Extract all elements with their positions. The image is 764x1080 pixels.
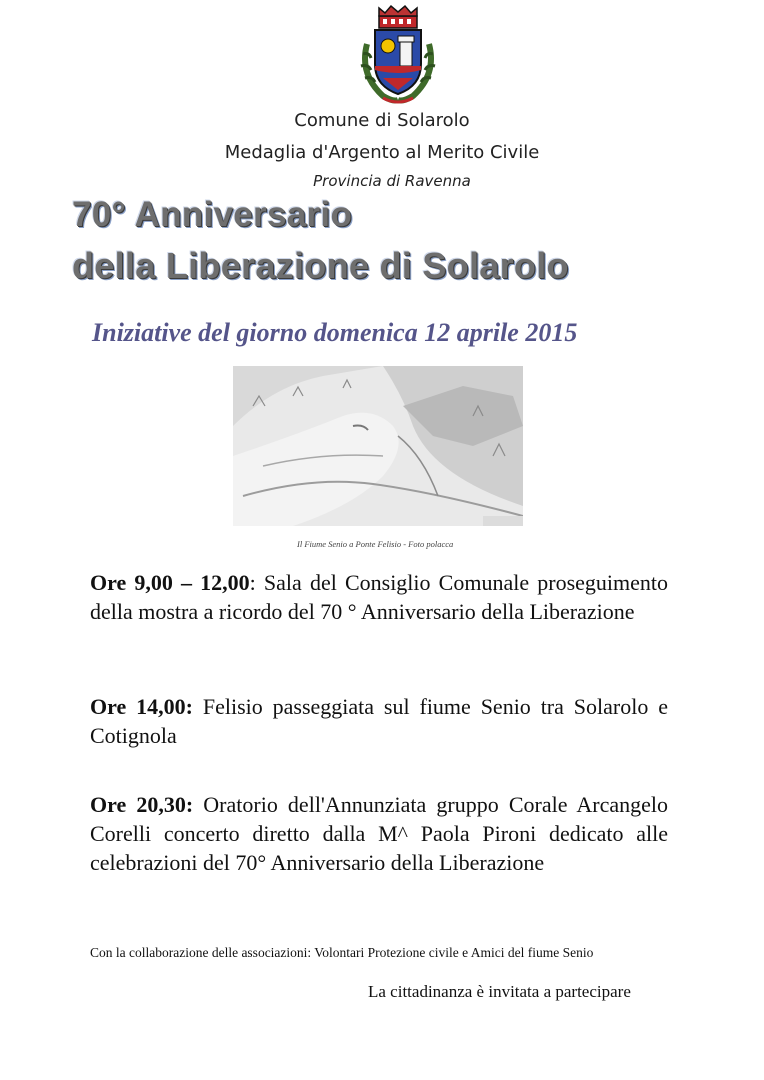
municipality-name: Comune di Solarolo	[294, 110, 470, 131]
event-description: : Sala del Consiglio Comunale proseguimento della mostra a ricordo del 70 ° Anniversario della Liberazione	[90, 570, 668, 624]
historic-river-photo	[233, 366, 523, 526]
invitation-note: La cittadinanza è invitata a partecipare	[368, 982, 631, 1001]
event-time: Ore 14,00:	[90, 694, 193, 719]
event-evening	[90, 790, 668, 877]
collaboration-note: Con la collaborazione delle associazioni: Volontari Protezione civile e Amici del fiume Senio	[90, 945, 594, 960]
photo-caption: Il Fiume Senio a Ponte Felisio - Foto polacca	[297, 538, 454, 549]
event-date-subtitle: Iniziative del giorno domenica 12 aprile 2015	[92, 318, 578, 347]
coat-of-arms-icon	[353, 4, 443, 108]
event-description: Felisio passeggiata sul fiume Senio tra Solarolo e Cotignola	[90, 694, 668, 748]
medal-line: Medaglia d'Argento al Merito Civile	[224, 142, 540, 163]
banner-title-line-2: della Liberazione di Solarolo	[72, 245, 569, 286]
event-time: Ore 9,00 – 12,00	[90, 570, 250, 595]
province-line: Provincia di Ravenna	[313, 172, 471, 190]
event-time: Ore 20,30:	[90, 792, 194, 817]
event-afternoon	[90, 692, 668, 750]
event-description: Oratorio dell'Annunziata gruppo Corale Arcangelo Corelli concerto diretto dalla M^ Paola Pironi dedicato alle celebrazioni del 70° Anniversario della Liberazione	[90, 792, 668, 875]
event-morning	[90, 568, 668, 626]
banner-title-line-1: 70° Anniversario	[72, 195, 353, 234]
